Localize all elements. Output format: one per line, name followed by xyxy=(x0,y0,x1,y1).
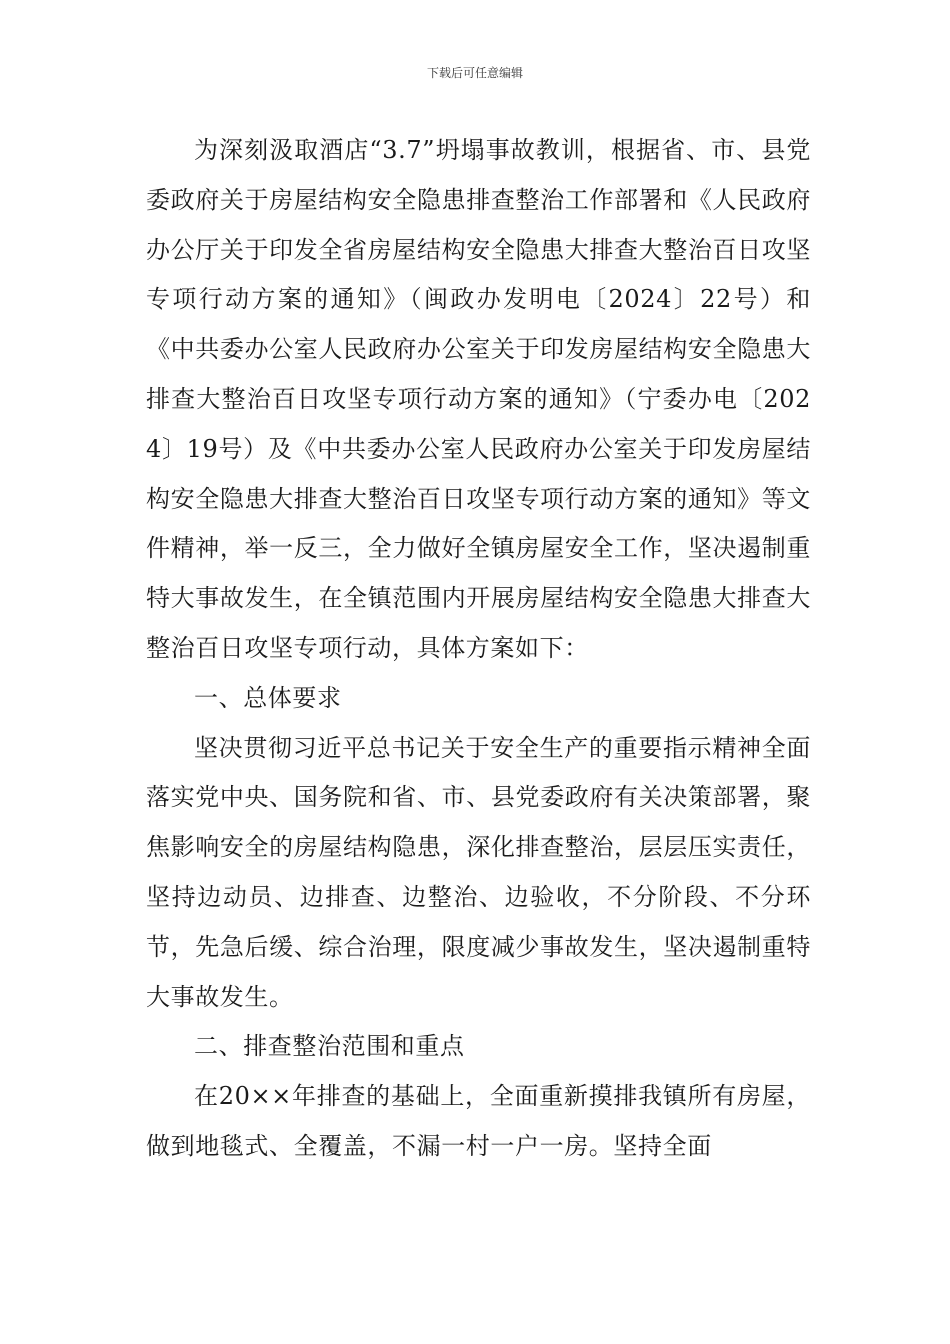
document-body xyxy=(146,126,811,1172)
section-heading-scope-and-focus: 二、排查整治范围和重点 xyxy=(194,1032,465,1061)
scope-and-focus-paragraph: 在20××年排查的基础上，全面重新摸排我镇所有房屋，做到地毯式、全覆盖，不漏一村一户一房。坚持全面 xyxy=(146,1082,811,1160)
section-heading-general-requirements: 一、总体要求 xyxy=(194,683,342,712)
general-requirements-paragraph: 坚决贯彻习近平总书记关于安全生产的重要指示精神全面落实党中央、国务院和省、市、县党委政府有关决策部署，聚焦影响安全的房屋结构隐患，深化排查整治，层层压实责任，坚持边动员、边排查、边整治、边验收，不分阶段、不分环节，先急后缓、综合治理，限度减少事故发生，坚决遏制重特大事故发生。 xyxy=(146,733,811,1011)
page-header-note: 下载后可任意编辑 xyxy=(426,66,523,80)
intro-paragraph: 为深刻汲取酒店“3.7”坍塌事故教训，根据省、市、县党委政府关于房屋结构安全隐患排查整治工作部署和《人民政府办公厅关于印发全省房屋结构安全隐患大排查大整治百日攻坚专项行动方案的通知》（闽政办发明电〔2024〕22号）和《中共委办公室人民政府办公室关于印发房屋结构安全隐患大排查大整治百日攻坚专项行动方案的通知》（宁委办电〔2024〕19号）及《中共委办公室人民政府办公室关于印发房屋结构安全隐患大排查大整治百日攻坚专项行动方案的通知》等文件精神，举一反三，全力做好全镇房屋安全工作，坚决遏制重特大事故发生，在全镇范围内开展房屋结构安全隐患大排查大整治百日攻坚专项行动，具体方案如下： xyxy=(146,136,811,662)
